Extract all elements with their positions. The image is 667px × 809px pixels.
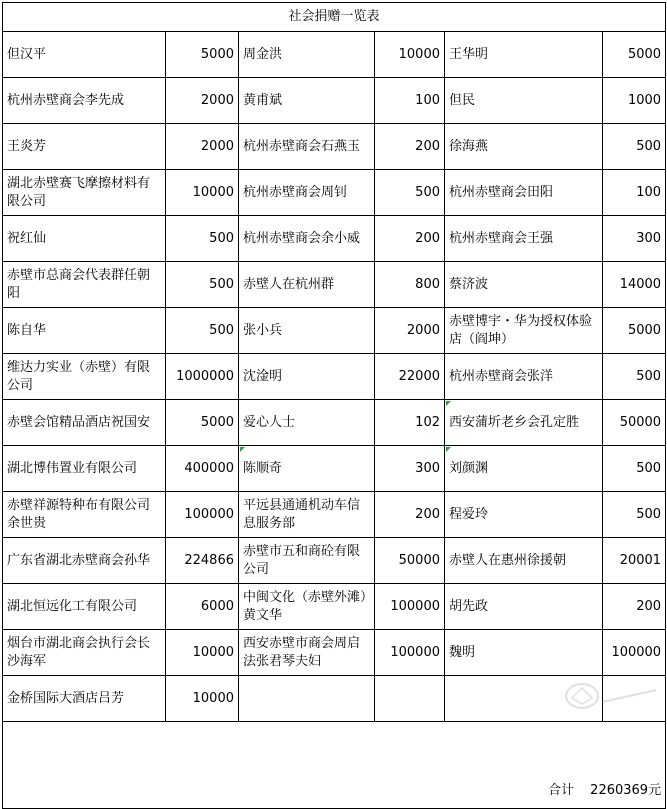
donor-name-cell: 湖北博伟置业有限公司 xyxy=(3,446,166,492)
donation-amount-cell: 100 xyxy=(375,78,445,124)
cell-indicator-icon xyxy=(446,447,451,452)
donor-name-cell: 西安赤壁市商会周启法张君琴夫妇 xyxy=(239,630,375,676)
donation-amount-cell: 10000 xyxy=(166,676,239,722)
table-row xyxy=(3,446,666,492)
table-row xyxy=(3,124,666,170)
donor-name-cell: 黄甫斌 xyxy=(239,78,375,124)
donation-amount-cell: 500 xyxy=(166,216,239,262)
donation-amount-cell: 6000 xyxy=(166,584,239,630)
watermark-logo xyxy=(560,676,660,716)
donation-amount-cell: 200 xyxy=(375,124,445,170)
donor-name-cell: 祝红仙 xyxy=(3,216,166,262)
table-row xyxy=(3,492,666,538)
donation-amount-cell: 10000 xyxy=(166,630,239,676)
donor-name-cell: 广东省湖北赤壁商会孙华 xyxy=(3,538,166,584)
donor-name-cell: 赤壁会馆精品酒店祝国安 xyxy=(3,400,166,446)
donation-amount-cell: 5000 xyxy=(603,32,666,78)
donor-name-cell: 王炎芳 xyxy=(3,124,166,170)
donor-name-cell: 胡先政 xyxy=(445,584,603,630)
donor-name-cell: 魏明 xyxy=(445,630,603,676)
donation-amount-cell: 500 xyxy=(603,124,666,170)
title-row xyxy=(3,3,666,32)
donation-amount-cell: 100 xyxy=(603,170,666,216)
table-row xyxy=(3,538,666,584)
donor-name-cell xyxy=(239,676,375,722)
donor-name-cell: 中闽文化（赤壁外滩）黄文华 xyxy=(239,584,375,630)
table-row xyxy=(3,354,666,400)
donor-name-cell: 程爱玲 xyxy=(445,492,603,538)
donor-name-cell: 金桥国际大酒店吕芳 xyxy=(3,676,166,722)
donation-amount-cell: 200 xyxy=(375,216,445,262)
total-row xyxy=(3,722,666,809)
donor-name-cell: 烟台市湖北商会执行会长沙海军 xyxy=(3,630,166,676)
donation-amount-cell: 5000 xyxy=(166,400,239,446)
donor-name-cell: 赤壁市五和商砼有限公司 xyxy=(239,538,375,584)
donation-amount-cell xyxy=(375,676,445,722)
donor-name-cell: 杭州赤壁商会王强 xyxy=(445,216,603,262)
donation-amount-cell: 100000 xyxy=(375,584,445,630)
table-row xyxy=(3,584,666,630)
donor-name-cell: 赤壁博宇・华为授权体验店（阎坤） xyxy=(445,308,603,354)
cell-indicator-icon xyxy=(240,447,245,452)
donation-amount-cell: 500 xyxy=(603,354,666,400)
donor-name-cell: 杭州赤壁商会田阳 xyxy=(445,170,603,216)
donor-name-cell: 赤壁人在惠州徐援朝 xyxy=(445,538,603,584)
table-row xyxy=(3,308,666,354)
donor-name-cell: 湖北恒远化工有限公司 xyxy=(3,584,166,630)
donation-amount-cell: 200 xyxy=(603,584,666,630)
donor-name-cell: 平远县通通机动车信息服务部 xyxy=(239,492,375,538)
donor-name-cell: 周金洪 xyxy=(239,32,375,78)
donation-amount-cell: 200 xyxy=(375,492,445,538)
donation-amount-cell: 500 xyxy=(166,262,239,308)
donation-amount-cell: 2000 xyxy=(166,124,239,170)
donation-amount-cell: 1000000 xyxy=(166,354,239,400)
table-row xyxy=(3,216,666,262)
donation-amount-cell: 100000 xyxy=(375,630,445,676)
table-title: 社会捐赠一览表 xyxy=(3,3,666,32)
donor-name-cell: 蔡济波 xyxy=(445,262,603,308)
donor-name-cell: 杭州赤壁商会李先成 xyxy=(3,78,166,124)
donor-name-cell: 杭州赤壁商会周钊 xyxy=(239,170,375,216)
table-row xyxy=(3,32,666,78)
total-label: 合计 xyxy=(548,783,575,798)
donor-name-cell: 张小兵 xyxy=(239,308,375,354)
donation-amount-cell: 500 xyxy=(603,492,666,538)
donation-amount-cell: 50000 xyxy=(375,538,445,584)
cell-indicator-icon xyxy=(446,401,451,406)
total-cell xyxy=(3,722,666,809)
table-row xyxy=(3,262,666,308)
donation-amount-cell: 5000 xyxy=(166,32,239,78)
donor-name-cell: 赤壁人在杭州群 xyxy=(239,262,375,308)
table-row xyxy=(3,630,666,676)
donor-name-cell: 杭州赤壁商会余小威 xyxy=(239,216,375,262)
donor-name-cell: 杭州赤壁商会石燕玉 xyxy=(239,124,375,170)
donor-name-cell: 维达力实业（赤壁）有限公司 xyxy=(3,354,166,400)
donation-amount-cell: 10000 xyxy=(166,170,239,216)
donation-amount-cell: 500 xyxy=(603,446,666,492)
donation-amount-cell: 2000 xyxy=(375,308,445,354)
donation-amount-cell: 22000 xyxy=(375,354,445,400)
table-row xyxy=(3,400,666,446)
donation-amount-cell: 14000 xyxy=(603,262,666,308)
total-value: 2260369元 xyxy=(590,783,662,798)
donor-name-cell: 但汉平 xyxy=(3,32,166,78)
donor-name-cell: 王华明 xyxy=(445,32,603,78)
donation-amount-cell: 1000 xyxy=(603,78,666,124)
table-row xyxy=(3,170,666,216)
donation-amount-cell: 102 xyxy=(375,400,445,446)
donor-name-cell: 爱心人士 xyxy=(239,400,375,446)
donation-amount-cell: 20001 xyxy=(603,538,666,584)
donor-name-cell: 刘颜渊 xyxy=(445,446,603,492)
donor-name-cell: 赤壁市总商会代表群任朝阳 xyxy=(3,262,166,308)
donation-amount-cell: 2000 xyxy=(166,78,239,124)
donation-amount-cell: 800 xyxy=(375,262,445,308)
donation-amount-cell: 100000 xyxy=(603,630,666,676)
donation-amount-cell: 500 xyxy=(375,170,445,216)
donor-name-cell: 但民 xyxy=(445,78,603,124)
donor-name-cell: 湖北赤壁赛飞摩擦材料有限公司 xyxy=(3,170,166,216)
donation-amount-cell: 300 xyxy=(603,216,666,262)
donor-name-cell: 杭州赤壁商会张洋 xyxy=(445,354,603,400)
donation-amount-cell: 50000 xyxy=(603,400,666,446)
donation-amount-cell: 300 xyxy=(375,446,445,492)
donor-name-cell: 徐海燕 xyxy=(445,124,603,170)
donation-amount-cell: 5000 xyxy=(603,308,666,354)
donation-amount-cell: 224866 xyxy=(166,538,239,584)
donation-amount-cell: 100000 xyxy=(166,492,239,538)
donation-amount-cell: 400000 xyxy=(166,446,239,492)
donor-name-cell: 陈自华 xyxy=(3,308,166,354)
donor-name-cell: 赤壁祥源特种布有限公司余世贵 xyxy=(3,492,166,538)
donor-name-cell: 沈淦明 xyxy=(239,354,375,400)
donation-amount-cell: 500 xyxy=(166,308,239,354)
donation-amount-cell: 10000 xyxy=(375,32,445,78)
donor-name-cell: 西安蒲圻老乡会孔定胜 xyxy=(445,400,603,446)
donor-name-cell: 陈顺奇 xyxy=(239,446,375,492)
table-row xyxy=(3,78,666,124)
